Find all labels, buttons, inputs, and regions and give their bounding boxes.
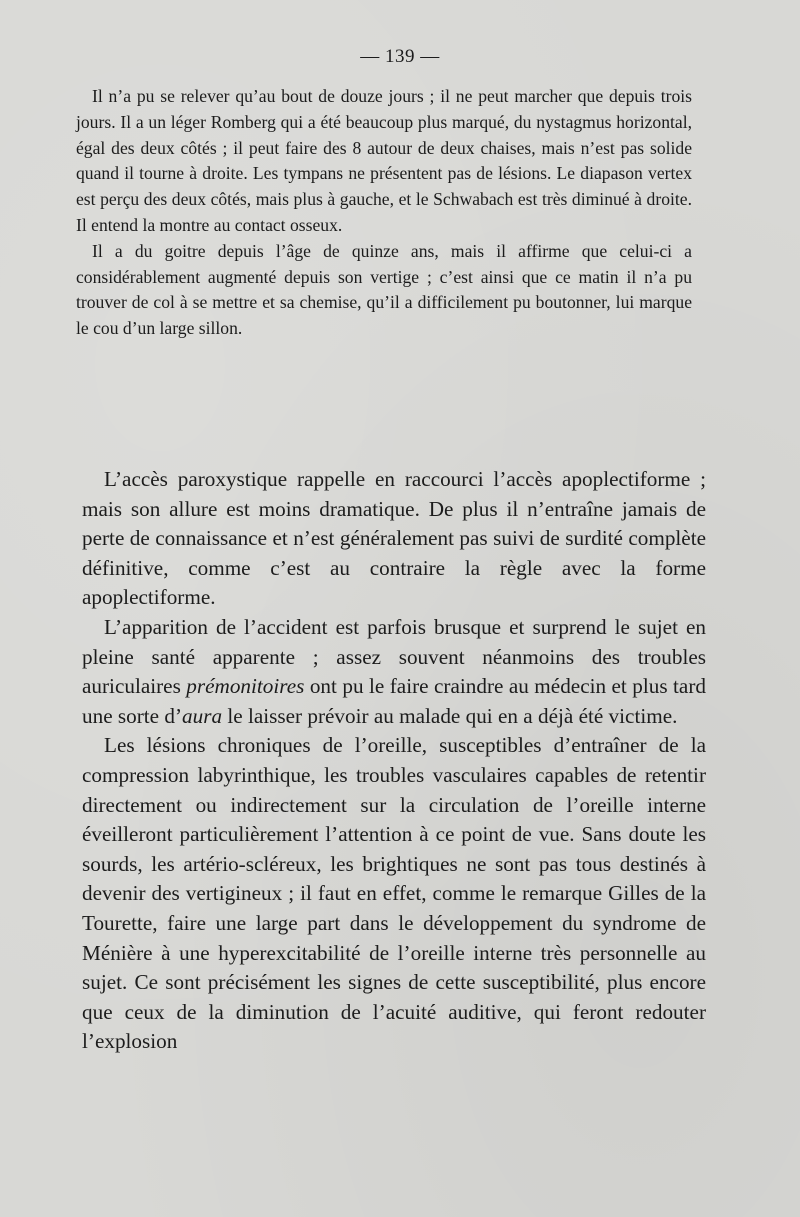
paragraph-apparition <box>82 613 706 731</box>
text-run: ont pu le faire craindre au médecin et plus tard une sorte d’ <box>82 674 706 728</box>
main-text <box>82 465 706 1057</box>
paragraph-acces-paroxystique: L’accès paroxystique rappelle en raccourci l’accès apoplectiforme ; mais son allure est moins dramatique. De plus il n’entraîne jamais de perte de connaissance et n’est généralement pas suivi de surdité complète définitive, comme c’est au contraire la règle avec la forme apoplectiforme. <box>82 467 706 610</box>
paragraph-lesions-chroniques: Les lésions chroniques de l’oreille, susceptibles d’entraîner de la compression labyrinthique, les troubles vasculaires capables de retentir directement ou indirectement sur la circulation de l’oreille interne éveilleront particulièrement l’attention à ce point de vue. Sans doute les sourds, les artério-scléreux, les brightiques ne sont pas tous destinés à devenir des vertigineux ; il faut en effet, comme le remarque Gilles de la Tourette, faire une large part dans le développement du syndrome de Ménière à une hyperexcitabilité de l’oreille interne très personnelle au sujet. Ce sont précisément les signes de cette susceptibilité, plus encore que ceux de la diminution de l’acuité auditive, qui feront redouter l’explosion <box>82 733 706 1054</box>
case-paragraph-2: Il a du goitre depuis l’âge de quinze ans, mais il affirme que celui-ci a considérablement augmenté depuis son vertige ; c’est ainsi que ce matin il n’a pu trouver de col à se mettre et sa chemise, qu’il a difficilement pu boutonner, lui marque le cou d’un large sillon. <box>76 240 692 339</box>
italic-term-aura: aura <box>182 703 223 728</box>
case-notes <box>76 84 692 342</box>
page-number: — 139 — <box>360 46 440 67</box>
text-run: le laisser prévoir au malade qui en a déjà été victime. <box>222 703 678 728</box>
case-paragraph-1: Il n’a pu se relever qu’au bout de douze jours ; il ne peut marcher que depuis trois jours. Il a un léger Romberg qui a été beaucoup plus marqué, du nystagmus horizontal, égal des deux côtés ; il peut faire des 8 autour de deux chaises, mais n’est pas solide quand il tourne à droite. Les tympans ne présentent pas de lésions. Le diapason vertex est perçu des deux côtés, mais plus à gauche, et le Schwabach est très diminué à droite. Il entend la montre au contact osseux. <box>76 86 692 235</box>
text-run: L’apparition de l’accident est parfois brusque et surprend le sujet en pleine santé apparente ; assez souvent néanmoins des troubles auriculaires <box>82 614 706 699</box>
italic-term-premonitoires: prémonitoires <box>186 674 305 699</box>
